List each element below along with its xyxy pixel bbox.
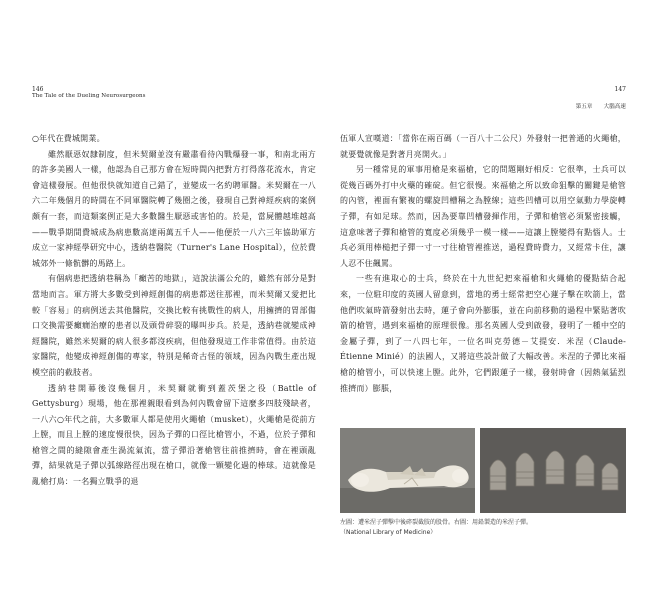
left-paragraph-2: 雖然厭惡奴隸制度，但米契爾並沒有嚴肅看待內戰爆發一事，和南北兩方的許多美國人一樣，他認為自己那方會在短時間內把對方打得落花流水，肯定會這樣發展。但他很快就知道自己錯了，並變成一名約聘軍醫。米契爾在一八六二年幾個月的時間在不同軍醫院轉了幾圈之後，發現自己對神經疾病的案例頗有一套，而這類案例正是大多數醫生厭惡或害怕的。於是，當屍體越堆越高——戰爭期間費城成為病患數高達兩萬五千人——他便於一八六三年協助軍方成立一家神經學研究中心，透納巷醫院（Turner's Lane Hospital），位於費城郊外一條骯髒的馬路上。 bbox=[32, 149, 316, 268]
left-paragraph-4: 透納巷開幕後沒幾個月，米契爾就衝到蓋茨堡之役（Battle of Gettysburg）現場，他在那裡親眼看到為何內戰會留下這麼多四肢殘缺者，一八六○年代之前，大多數軍人都是使用火繩槍（musket），火繩槍是從前方上膛，而且上膛的速度慢很快，因為子彈的口徑比槍管小，不過，位於子彈和槍管之間的縫隙會產生渦流氣流，當子彈沿著槍管往前推擠時，會在裡頭亂彈，結果就是子彈以弧線路徑出現在槍口，就像一顆變化過的棒球。這就像是亂槍打鳥：一名獨立戰爭的退 bbox=[32, 383, 316, 487]
left-paragraph-1: ○年代在費城開業。 bbox=[32, 134, 105, 143]
chapter-title: 大腦高速 bbox=[603, 104, 626, 110]
right-page-header bbox=[340, 86, 626, 114]
shattered-femur-photo bbox=[340, 428, 475, 513]
right-page-body bbox=[340, 131, 626, 396]
left-paragraph-3: 有個病患把透納巷稱為「癲苦的地獄」，這說法滿公允的，雖然有部分是對當地而言。軍方將大多數受到神經創傷的病患都送往那裡，而米契爾又愛把比較「容易」的病例送去其他醫院，交換比較有挑戰性的病人，用擁擠的胃部傷口交換需要癲癇治療的患者以及頭骨碎裂的曝叫步兵。於是，透納巷就變成神經醫院，雖然米契爾的病人很多都沒疾病，但他發現這工作非常值得。由於這家醫院，他變成神經創傷的專家，特別是稀奇古怪的領域，因為內戰生產出規模空前的截肢者。 bbox=[32, 274, 316, 377]
minie-bullets-photo bbox=[480, 428, 626, 513]
right-page bbox=[340, 86, 626, 536]
right-paragraph-2: 另一種常見的軍事用槍是來福槍，它的問題剛好相反：它很準，士兵可以從幾百碼外打中火藥的確碇。但它很慢。來福槍之所以致命狙擊的關鍵是槍管的內管，裡面有繁複的螺旋凹槽稱之為膛線；這些凹槽可以用空氣動力學旋轉子彈，有如足球。然而，因為要靠凹槽發揮作用，子彈和槍管必須緊密接觸，這意味著子彈和槍管的寬度必須幾乎一模一樣——這讓上膛變得有點惱人。士兵必須用棒槌把子彈一寸一寸往槍管裡推送，過程費時費力，又經常卡住，讓人忍不住飆罵。 bbox=[340, 165, 626, 268]
femur-image bbox=[340, 428, 475, 513]
right-paragraph-3: 一些有進取心的士兵，終於在十九世紀把來福槍和火繩槍的優點結合起來，一位駐印度的英國人留意到，當地的勇士經常把空心蓮子擊在吹箭上，當他們吹氣時箭發射出去時，蓮子會向外膨脹，並在向前移動的過程中緊貼著吹箭的槍管，遇到來福槍的原理很像。那名英國人受到啟發，發明了一種中空的金屬子彈，到了一八四七年，一位名叫克勞德－艾提安．米涅（Claude-Étienne Minié）的法國人，又將這些設計做了大幅改善。米涅的子彈比來福槍的槍管小，可以快速上膛。此外，它們跟蓮子一樣，發射時會（因熱氣猛烈推擠而）膨脹， bbox=[340, 274, 626, 393]
figure-caption-credit: （National Library of Medicine） bbox=[340, 529, 437, 536]
chapter-label: 第五章 bbox=[575, 104, 593, 110]
figure-caption bbox=[340, 518, 626, 538]
figure bbox=[340, 428, 626, 538]
figure-photos bbox=[340, 428, 626, 513]
figure-caption-line1: 左圖：遭米涅子彈擊中後碎裂截肢的股骨。右圖：用鉛製造的米涅子彈。 bbox=[340, 519, 533, 526]
left-page bbox=[32, 86, 316, 487]
left-running-title: The Tale of the Dueling Neurosurgeons bbox=[32, 93, 146, 99]
right-page-number: 147 bbox=[614, 86, 626, 93]
bullets-image bbox=[480, 428, 626, 513]
left-page-body bbox=[32, 131, 316, 490]
left-page-header bbox=[32, 86, 316, 114]
right-paragraph-1: 伍軍人宣嘆道：「當你在兩百碼（一百八十二公尺）外發射一把普通的火繩槍，就要覺就像是對著月亮開火。」 bbox=[340, 134, 626, 159]
left-page-number: 146 bbox=[32, 86, 44, 93]
